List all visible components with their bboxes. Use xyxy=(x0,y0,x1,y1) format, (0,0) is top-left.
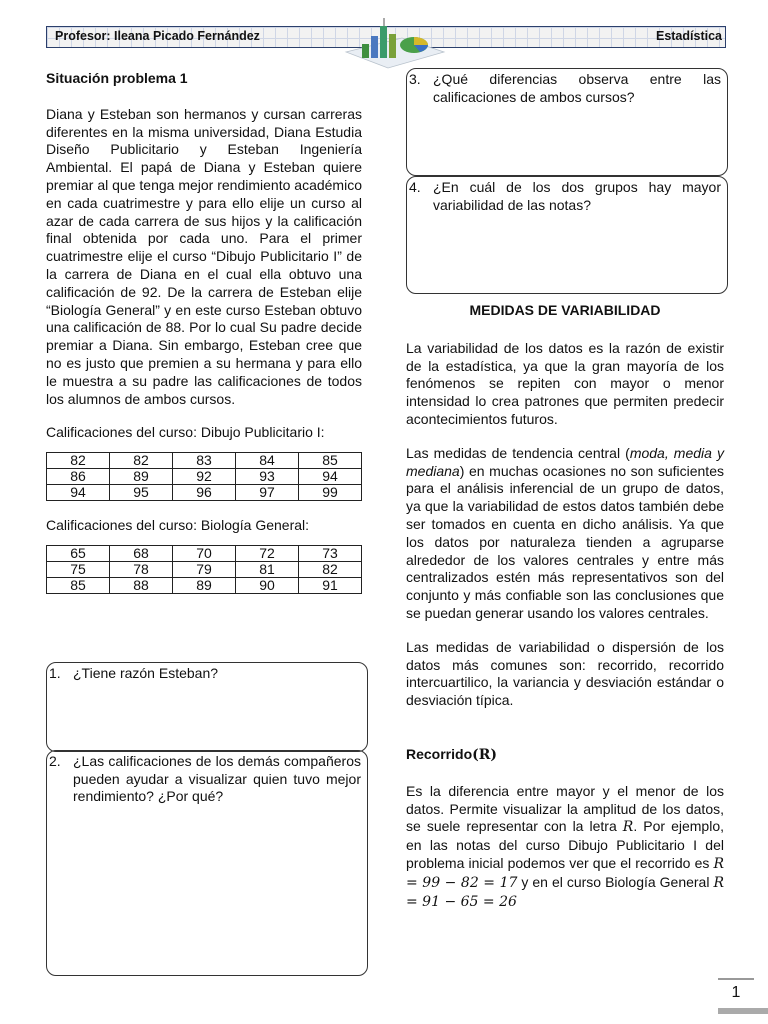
text-span: Es la diferencia entre mayor y el menor de los datos. Permite visualizar la amplitud de los datos, se suele representar con la letra xyxy=(406,782,724,835)
table-cell: 68 xyxy=(110,545,173,561)
table-cell: 81 xyxy=(236,561,299,577)
table-cell: 92 xyxy=(173,469,236,485)
text-span: Recorrido xyxy=(406,745,473,762)
table-cell: 72 xyxy=(236,545,299,561)
question-number: 3. xyxy=(409,71,421,87)
variability-paragraph-1: La variabilidad de los datos es la razón de existir de la estadística, ya que la gran mayoría de los fenómenos se repiten con mayor o menor intensidad lo crea patrones que permiten predecir acontecimientos futuros. xyxy=(406,339,724,427)
professor-name: Profesor: Ileana Picado Fernández xyxy=(55,29,260,43)
table-cell: 89 xyxy=(173,577,236,593)
italic-span: moda, media y mediana xyxy=(406,444,724,479)
question-text: ¿En cuál de los dos grupos hay mayor variabilidad de las notas? xyxy=(433,179,721,213)
table-cell: 83 xyxy=(173,453,236,469)
text-span: ) en muchas ocasiones no son suficientes para el análisis inferencial de un grupo de datos, ya que la variabilidad de estos datos también debe ser tomados en cuenta en dicho análisis. Ya que los datos por naturaleza tienden a agruparse alrededor de los valores centrales y entre más centralizados estén más representativos son del conjunto y más confiable son las conclusiones que se puedan generar usando los valores centrales. xyxy=(406,462,724,621)
table-cell: 78 xyxy=(110,561,173,577)
table-cell: 95 xyxy=(110,485,173,501)
table-cell: 65 xyxy=(47,545,110,561)
recorrido-paragraph xyxy=(406,783,724,912)
text-span: y en el curso Biología General xyxy=(517,873,714,890)
question-box-2 xyxy=(46,750,368,976)
table-cell: 94 xyxy=(299,469,362,485)
table-cell: 94 xyxy=(47,485,110,501)
table-row xyxy=(47,561,362,577)
section-title: MEDIDAS DE VARIABILIDAD xyxy=(469,302,661,318)
table-cell: 85 xyxy=(299,453,362,469)
table-cell: 93 xyxy=(236,469,299,485)
table-row xyxy=(47,577,362,593)
table-cell: 90 xyxy=(236,577,299,593)
table-cell: 99 xyxy=(299,485,362,501)
math-span: R = 99 − 82 = 17 xyxy=(406,855,724,891)
subject-name: Estadística xyxy=(655,29,722,43)
table-cell: 85 xyxy=(47,577,110,593)
symbol-span: (R) xyxy=(472,746,498,763)
grades-table-dibujo xyxy=(46,452,362,501)
grades-table-biologia xyxy=(46,545,362,594)
table-row xyxy=(47,545,362,561)
table-cell: 73 xyxy=(299,545,362,561)
recorrido-heading xyxy=(406,746,724,765)
question-number: 2. xyxy=(49,753,61,769)
question-number: 1. xyxy=(49,665,61,681)
question-number: 4. xyxy=(409,179,421,195)
text-span: . Por ejemplo, en las notas del curso Dibujo Publicitario I del problema inicial podemos ver que el recorrido es xyxy=(406,818,724,871)
situation-paragraph: Diana y Esteban son hermanos y cursan carreras diferentes en la misma universidad, Diana Estudia Diseño Publicitario y Esteban Ingeniería Ambiental. El papá de Diana y Esteban quiere premiar al que tenga mejor rendimiento académico en cada cuatrimestre y para ello elije un curso al azar de cada carrera de sus hijos y la calificación final obtenida por cada uno. Para el primer cuatrimestre elije el curso “Dibujo Publicitario I” de la carrera de Diana en el cual ella obtuvo una calificación de 92. De la carrera de Esteban elije “Biología General” y en este curso Esteban obtuvo una calificación de 88. Por lo cual Su padre decide premiar a Diana. Sin embargo, Esteban cree que no es justo que premien a su hermana y para ello le muestra a su padre las calificaciones de todos los alumnos de ambos cursos. xyxy=(46,105,362,407)
variability-paragraph-3: Las medidas de variabilidad o dispersión de los datos más comunes son: recorrido, recorrido intercuartilico, la variancia y desviación estándar o desviación típica. xyxy=(406,638,724,709)
table-cell: 96 xyxy=(173,485,236,501)
question-text: ¿Las calificaciones de los demás compañeros pueden ayudar a visualizar quien tuvo mejor rendimiento? ¿Por qué? xyxy=(73,753,361,804)
page-number: 1 xyxy=(718,978,754,1002)
table1-caption: Calificaciones del curso: Dibujo Publicitario I: xyxy=(46,424,325,441)
table2-caption: Calificaciones del curso: Biología General: xyxy=(46,517,310,534)
table-cell: 82 xyxy=(110,453,173,469)
math-span: R xyxy=(622,819,634,836)
table-row xyxy=(47,453,362,469)
statistics-logo-icon xyxy=(340,12,448,72)
table-cell: 91 xyxy=(299,577,362,593)
table-cell: 82 xyxy=(47,453,110,469)
question-text: ¿Tiene razón Esteban? xyxy=(73,665,219,681)
table-cell: 89 xyxy=(110,469,173,485)
table-cell: 70 xyxy=(173,545,236,561)
question-box-1 xyxy=(46,662,368,752)
question-box-4 xyxy=(406,176,728,294)
table-cell: 82 xyxy=(299,561,362,577)
text-span: Las medidas de tendencia central ( xyxy=(406,444,630,461)
left-column xyxy=(46,70,362,594)
table-cell: 97 xyxy=(236,485,299,501)
right-column xyxy=(406,302,724,911)
table-row xyxy=(47,485,362,501)
table-cell: 79 xyxy=(173,561,236,577)
table-row xyxy=(47,469,362,485)
variability-paragraph-2 xyxy=(406,445,724,623)
table-cell: 88 xyxy=(110,577,173,593)
table-cell: 86 xyxy=(47,469,110,485)
table-cell: 75 xyxy=(47,561,110,577)
situation-title: Situación problema 1 xyxy=(46,70,188,86)
table-cell: 84 xyxy=(236,453,299,469)
footer-bar xyxy=(718,1008,768,1014)
question-box-3 xyxy=(406,68,728,176)
question-text: ¿Qué diferencias observa entre las calificaciones de ambos cursos? xyxy=(433,71,721,105)
math-span: R = 91 − 65 = 26 xyxy=(406,874,724,910)
